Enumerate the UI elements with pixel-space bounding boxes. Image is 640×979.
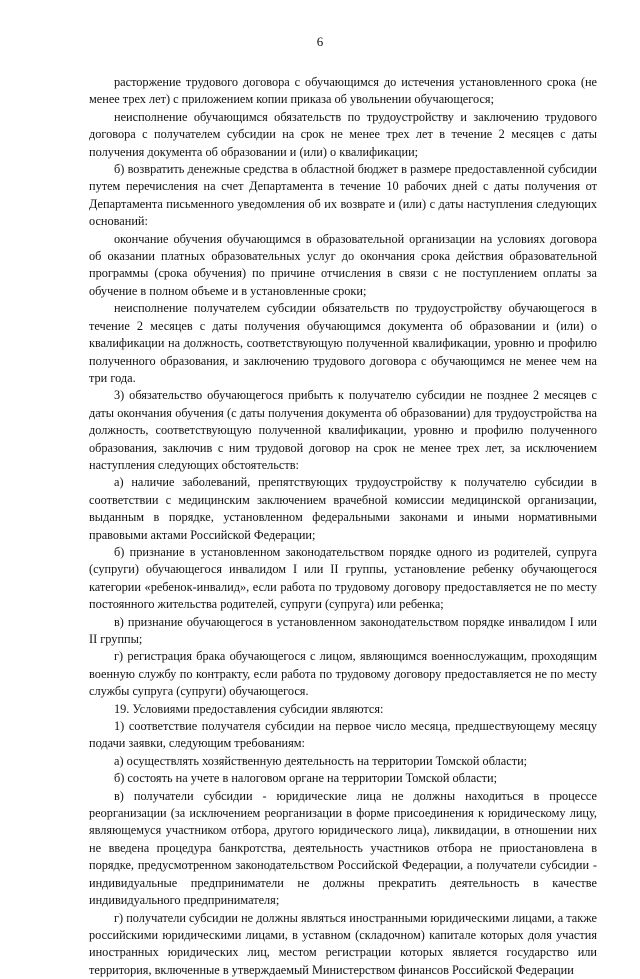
paragraph-condition-disabled-student: в) признание обучающегося в установленном законодательством порядке инвалидом I или II группы; <box>89 614 597 649</box>
paragraph-section-19: 19. Условиями предоставления субсидии являются: <box>89 701 597 718</box>
paragraph-refund-obligation: б) возвратить денежные средства в областной бюджет в размере предоставленной субсидии путем перечисления на счет Департамента в течение 10 рабочих дней с даты получения от Департамента письменного уведомления об их возврате и (или) с даты наступления следующих оснований: <box>89 161 597 231</box>
paragraph-condition-illness: а) наличие заболеваний, препятствующих трудоустройству к получателю субсидии в соответствии с медицинским заключением врачебной комиссии медицинской организации, выданным в порядке, установленном федеральными законами и иными нормативными правовыми актами Российской Федерации; <box>89 474 597 544</box>
page-number: 6 <box>0 34 640 50</box>
paragraph-study-termination: окончание обучения обучающимся в образовательной организации на условиях договора об оказании платных образовательных услуг до окончания срока действия образовательной программы (срока обучения) по причине отчисления в связи с не поступлением оплаты за обучение в полном объеме и в установленные сроки; <box>89 231 597 301</box>
paragraph-student-obligation: 3) обязательство обучающегося прибыть к получателю субсидии не позднее 2 месяцев с даты окончания обучения (с даты получения документа об образовании) для трудоустройства на должность, соответствующую полученной квалификации, уровню и профилю полученного образования, заключив с ним трудовой договор на срок не менее трех лет, за исключением наступления следующих обстоятельств: <box>89 387 597 474</box>
paragraph-nonfulfillment-recipient: неисполнение получателем субсидии обязательств по трудоустройству обучающегося в течение 2 месяцев с даты получения обучающимся документа об образовании и (или) о квалификации на должность, соответствующую полученной квалификации, уровню и профилю полученного образования, и заключению трудового договора с обучающимся не менее чем на три года. <box>89 300 597 387</box>
paragraph-condition-disabled-relative: б) признание в установленном законодательством порядке одного из родителей, супруга (супруги) обучающегося инвалидом I или II группы, установление ребенку обучающегося категории «ребенок-инвалид», если работа по трудовому договору предоставляется не по месту постоянного жительства родителей, супруги (супруга) или ребенка; <box>89 544 597 614</box>
paragraph-requirement-v: в) получатели субсидии - юридические лица не должны находиться в процессе реорганизации (за исключением реорганизации в форме присоединения к юридическому лицу, являющемуся участником отбора, другого юридического лица), ликвидации, в отношении них не введена процедура банкротства, деятельность участников отбора не приостановлена в порядке, предусмотренном законодательством Российской Федерации, а получатели субсидии - индивидуальные предприниматели не должны прекратить деятельность в качестве индивидуального предпринимателя; <box>89 788 597 910</box>
paragraph-nonfulfillment-student: неисполнение обучающимся обязательств по трудоустройству и заключению трудового договора с получателем субсидии на срок не менее трех лет в течение 2 месяцев с даты получения документа об образовании и (или) о квалификации; <box>89 109 597 161</box>
paragraph-requirement-a: а) осуществлять хозяйственную деятельность на территории Томской области; <box>89 753 597 770</box>
paragraph-condition-marriage: г) регистрация брака обучающегося с лицом, являющимся военнослужащим, проходящим военную службу по контракту, если работа по трудовому договору предоставляется не по месту службы супруга (супруги) обучающегося. <box>89 648 597 700</box>
paragraph-requirements-intro: 1) соответствие получателя субсидии на первое число месяца, предшествующему месяцу подачи заявки, следующим требованиям: <box>89 718 597 753</box>
paragraph-termination-contract: расторжение трудового договора с обучающимся до истечения установленного срока (не менее трех лет) с приложением копии приказа об увольнении обучающегося; <box>89 74 597 109</box>
paragraph-requirement-g: г) получатели субсидии не должны являться иностранными юридическими лицами, а также российскими юридическими лицами, в уставном (складочном) капитале которых доля участия иностранных юридических лиц, местом регистрации которых является государство или территория, включенные в утверждаемый Министерством финансов Российской Федерации <box>89 910 597 979</box>
paragraph-requirement-b: б) состоять на учете в налоговом органе на территории Томской области; <box>89 770 597 787</box>
document-body <box>89 74 597 979</box>
